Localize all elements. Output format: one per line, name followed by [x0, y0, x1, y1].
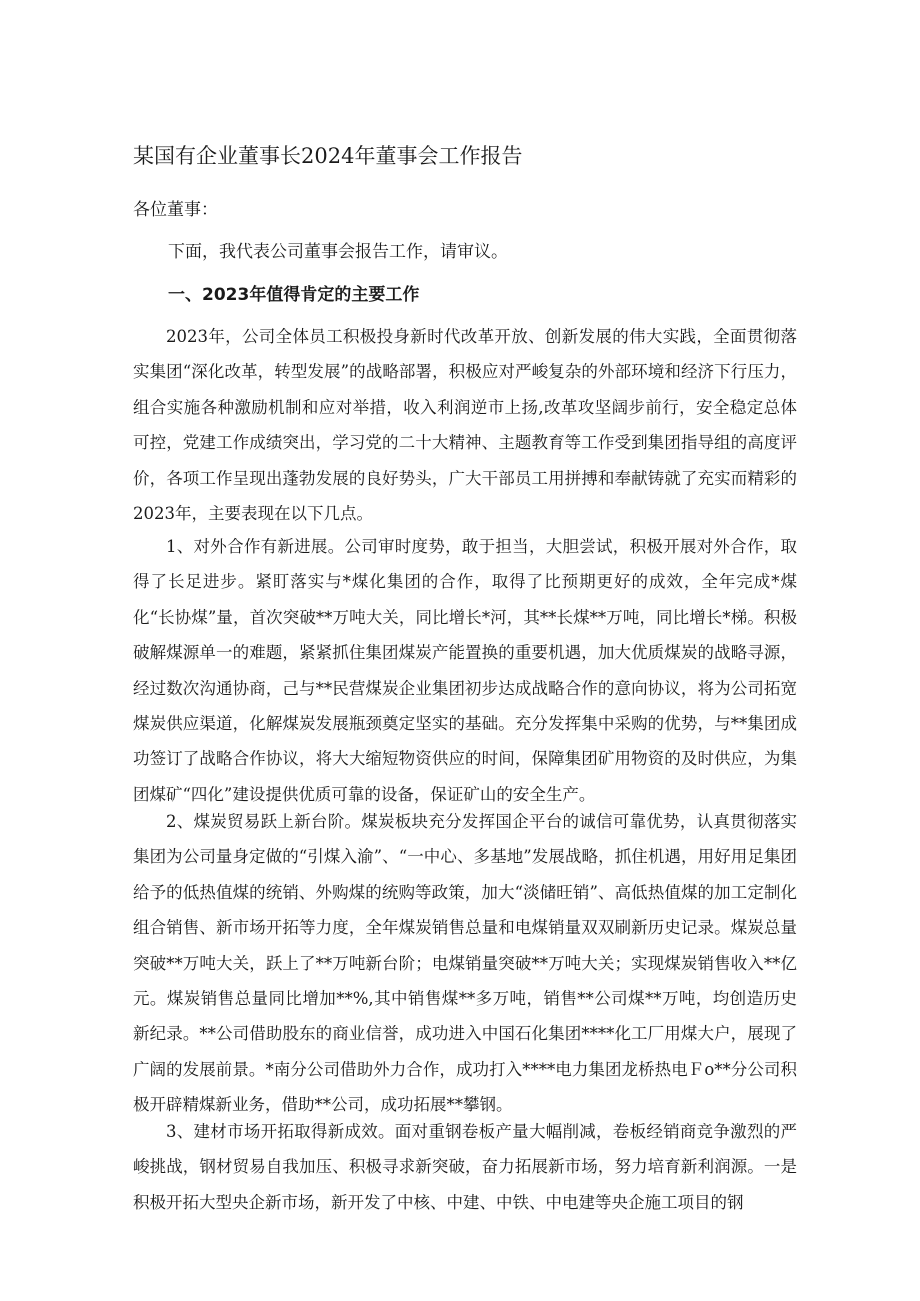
section-heading: 一、2023年值得肯定的主要工作	[168, 285, 420, 305]
document-title: 某国有企业董事长2024年董事会工作报告	[133, 144, 523, 168]
salutation: 各位董事：	[133, 200, 218, 220]
paragraph-overview: 2023年，公司全体员工积极投身新时代改革开放、创新发展的伟大实践，全面贯彻落实集团“深化改革，转型发展”的战略部署，积极应对严峻复杂的外部环境和经济下行压力，组合实施各种激励机制和应对举措，收入利润逆市上扬,改革攻坚阔步前行，安全稳定总体可控，党建工作成绩突出，学习党的二十大精神、主题教育等工作受到集团指导组的高度评价，各项工作呈现出蓬勃发展的良好势头，广大干部员工用拼搏和奉献铸就了充实而精彩的2023年，主要表现在以下几点。	[133, 327, 797, 524]
paragraph-coal-trade: 2、煤炭贸易跃上新台阶。煤炭板块充分发挥国企平台的诚信可靠优势，认真贯彻落实集团为公司量身定做的“引煤入渝”、“一中心、多基地”发展战略，抓住机遇，用好用足集团给予的低热值煤的统销、外购煤的统购等政策，加大“淡储旺销”、高低热值煤的加工定制化组合销售、新市场开拓等力度，全年煤炭销售总量和电煤销量双双刷新历史记录。煤炭总量突破**万吨大关，跃上了**万吨新台阶；电煤销量突破**万吨大关；实现煤炭销售收入**亿元。煤炭销售总量同比增加**%,其中销售煤**多万吨，销售**公司煤**万吨，均创造历史新纪录。**公司借助股东的商业信誉，成功进入中国石化集团****化工厂用煤大户，展现了广阔的发展前景。*南分公司借助外力合作，成功打入****电力集团龙桥热电Ｆo**分公司积极开辟精煤新业务，借助**公司，成功拓展**攀钢。	[133, 812, 797, 1115]
paragraph-external-cooperation: 1、对外合作有新进展。公司审时度势，敢于担当，大胆尝试，积极开展对外合作，取得了长足进步。紧盯落实与*煤化集团的合作，取得了比预期更好的成效，全年完成*煤化“长协煤”量，首次突破**万吨大关，同比增长*河，其**长煤**万吨，同比增长*梯。积极破解煤源单一的难题，紧紧抓住集团煤炭产能置换的重要机遇，加大优质煤炭的战略寻源，经过数次沟通协商，己与**民营煤炭企业集团初步达成战略合作的意向协议，将为公司拓宽煤炭供应渠道，化解煤炭发展瓶颈奠定坚实的基础。充分发挥集中采购的优势，与**集团成功签订了战略合作协议，将大大缩短物资供应的时间，保障集团矿用物资的及时供应，为集团煤矿“四化”建设提供优质可靠的设备，保证矿山的安全生产。	[133, 537, 797, 804]
paragraph-building-materials: 3、建材市场开拓取得新成效。面对重钢卷板产量大幅削减，卷板经销商竞争激烈的严峻挑战，钢材贸易自我加压、积极寻求新突破，奋力拓展新市场，努力培育新利润源。一是积极开拓大型央企新市场，新开发了中核、中建、中铁、中电建等央企施工项目的钢	[133, 1122, 797, 1212]
lead-sentence: 下面，我代表公司董事会报告工作，请审议。	[168, 242, 508, 262]
